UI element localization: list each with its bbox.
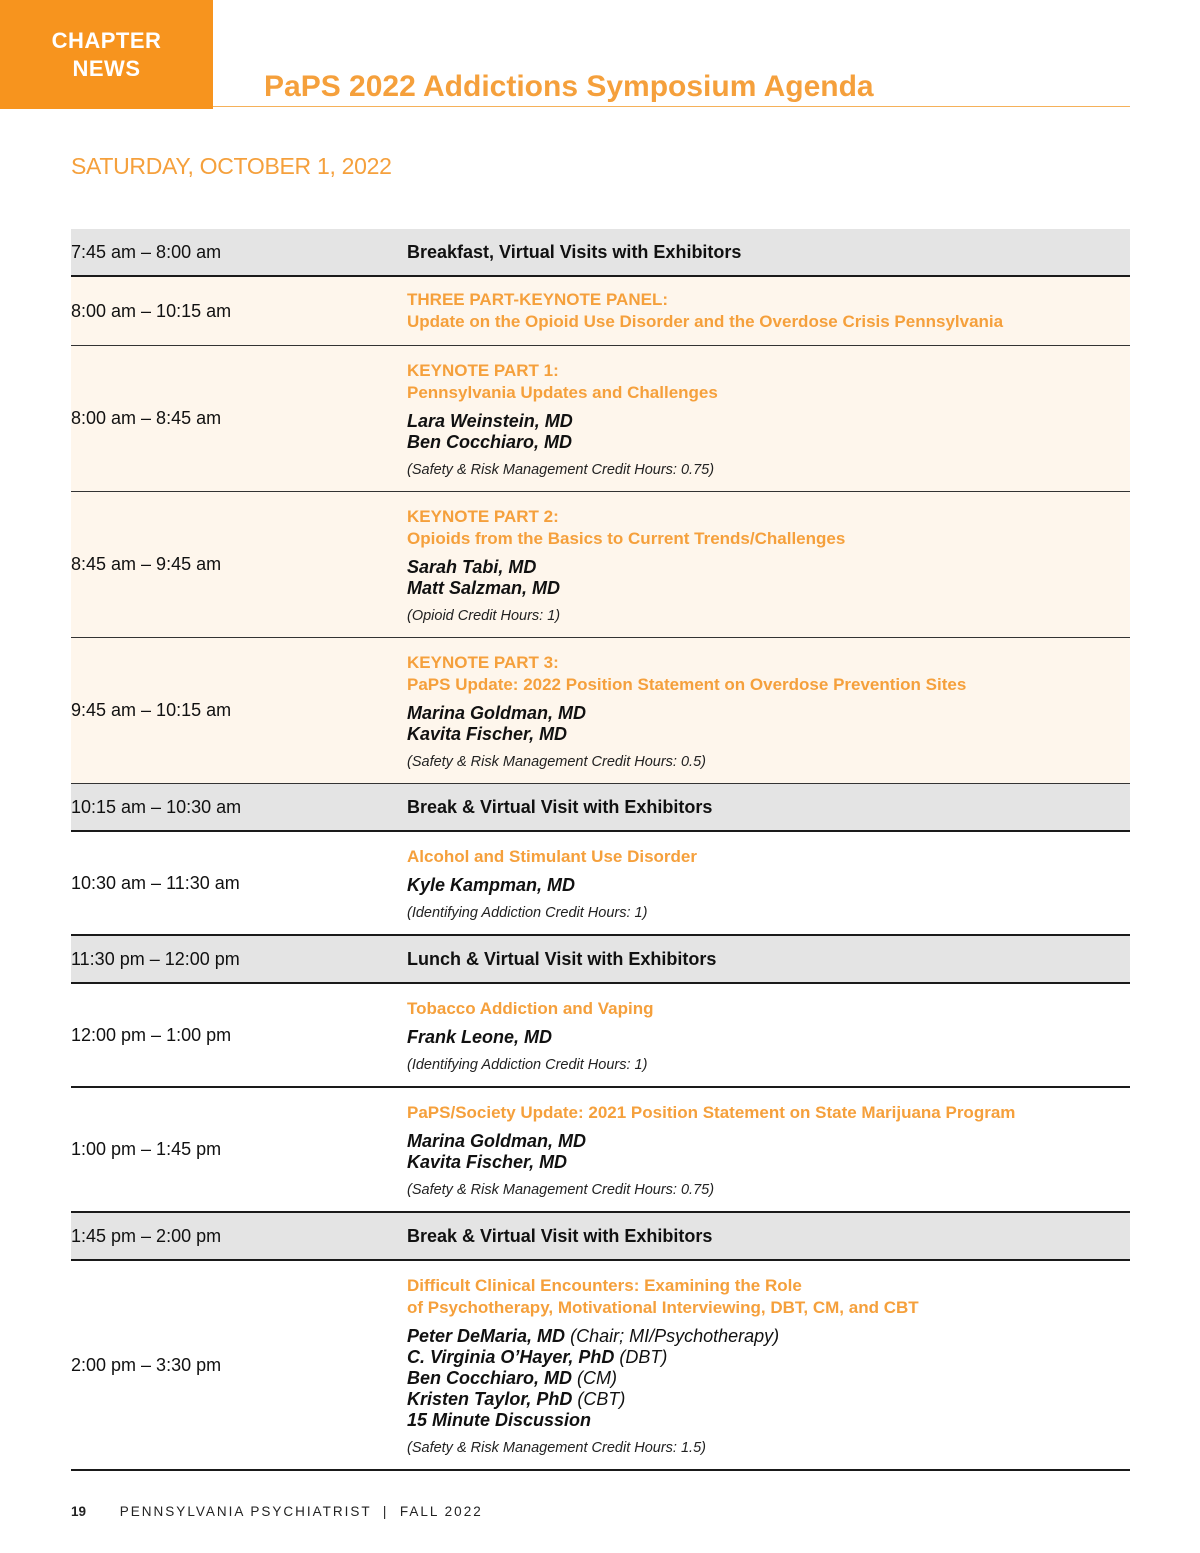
credit-hours: (Safety & Risk Management Credit Hours: 0.75) bbox=[407, 461, 715, 478]
agenda-row-keynote-2 bbox=[71, 492, 1130, 638]
speaker: Kyle Kampman, MD bbox=[407, 874, 576, 895]
session-subtitle: PaPS Update: 2022 Position Statement on Overdose Prevention Sites bbox=[407, 674, 967, 694]
speaker: Marina Goldman, MD bbox=[407, 1130, 587, 1151]
speaker: C. Virginia O’Hayer, PhD (DBT) bbox=[407, 1346, 668, 1367]
row-label: Lunch & Virtual Visit with Exhibitors bbox=[407, 948, 717, 969]
news-label: NEWS bbox=[72, 56, 141, 81]
publication-name: PENNSYLVANIA PSYCHIATRIST bbox=[119, 1504, 372, 1519]
session-title: PaPS/Society Update: 2021 Position Statement on State Marijuana Program bbox=[407, 1102, 1016, 1122]
title-divider bbox=[213, 106, 1130, 107]
row-label: Break & Virtual Visit with Exhibitors bbox=[407, 1225, 713, 1246]
agenda-row-keynote-1 bbox=[71, 346, 1130, 492]
chapter-news-badge bbox=[0, 0, 213, 109]
agenda-row-breakfast bbox=[71, 229, 1130, 277]
session-subtitle: of Psychotherapy, Motivational Interviewing, DBT, CM, and CBT bbox=[407, 1297, 919, 1317]
speaker: Kavita Fischer, MD bbox=[407, 1151, 568, 1172]
agenda-row-tobacco bbox=[71, 984, 1130, 1088]
row-time: 7:45 am – 8:00 am bbox=[71, 241, 222, 262]
discussion: 15 Minute Discussion bbox=[407, 1409, 592, 1430]
row-time: 2:00 pm – 3:30 pm bbox=[71, 1354, 222, 1375]
row-time: 10:15 am – 10:30 am bbox=[71, 796, 242, 817]
speaker: Ben Cocchiaro, MD bbox=[407, 431, 573, 452]
speaker-list bbox=[407, 703, 1130, 745]
credit-hours: (Identifying Addiction Credit Hours: 1) bbox=[407, 1056, 648, 1073]
row-time: 9:45 am – 10:15 am bbox=[71, 700, 232, 720]
row-time: 10:30 am – 11:30 am bbox=[71, 872, 240, 893]
row-time: 11:30 pm – 12:00 pm bbox=[71, 948, 240, 969]
row-time: 8:45 am – 9:45 am bbox=[71, 554, 222, 574]
session-subtitle: Update on the Opioid Use Disorder and the Overdose Crisis Pennsylvania bbox=[407, 312, 1004, 331]
agenda-row-keynote-panel bbox=[71, 277, 1130, 346]
speaker-list bbox=[407, 1027, 1130, 1048]
row-time: 1:45 pm – 2:00 pm bbox=[71, 1225, 222, 1246]
speaker-list bbox=[407, 1326, 1130, 1431]
speaker: Ben Cocchiaro, MD (CM) bbox=[407, 1367, 618, 1388]
agenda-row-lunch bbox=[71, 936, 1130, 984]
chapter-label: CHAPTER bbox=[51, 28, 162, 53]
row-time: 1:00 pm – 1:45 pm bbox=[71, 1139, 222, 1159]
session-subtitle: Opioids from the Basics to Current Trends/Challenges bbox=[407, 528, 846, 548]
agenda-row-alcohol bbox=[71, 832, 1130, 936]
session-title: Tobacco Addiction and Vaping bbox=[407, 998, 654, 1018]
speaker: Frank Leone, MD bbox=[407, 1026, 553, 1047]
agenda-row-break bbox=[71, 784, 1130, 832]
agenda-table bbox=[71, 229, 1130, 1471]
page-title: PaPS 2022 Addictions Symposium Agenda bbox=[264, 70, 874, 103]
speaker: Matt Salzman, MD bbox=[407, 577, 561, 598]
speaker-list bbox=[407, 1131, 1130, 1173]
agenda-row-keynote-3 bbox=[71, 638, 1130, 784]
session-title: KEYNOTE PART 1: bbox=[407, 360, 559, 380]
row-label: Break & Virtual Visit with Exhibitors bbox=[407, 796, 713, 817]
speaker: Kavita Fischer, MD bbox=[407, 723, 568, 744]
speaker: Lara Weinstein, MD bbox=[407, 410, 573, 431]
credit-hours: (Safety & Risk Management Credit Hours: 0.75) bbox=[407, 1181, 715, 1198]
page-footer bbox=[71, 1504, 483, 1519]
speaker: Marina Goldman, MD bbox=[407, 702, 587, 723]
row-time: 8:00 am – 10:15 am bbox=[71, 300, 232, 321]
row-label: Breakfast, Virtual Visits with Exhibitors bbox=[407, 241, 742, 262]
session-title: THREE PART-KEYNOTE PANEL: bbox=[407, 290, 668, 309]
speaker-list bbox=[407, 557, 1130, 599]
speaker: Kristen Taylor, PhD (CBT) bbox=[407, 1388, 626, 1409]
credit-hours: (Safety & Risk Management Credit Hours: 0.5) bbox=[407, 753, 706, 770]
session-title: Alcohol and Stimulant Use Disorder bbox=[407, 846, 697, 866]
speaker: Sarah Tabi, MD bbox=[407, 556, 537, 577]
session-title: Difficult Clinical Encounters: Examining the Role bbox=[407, 1275, 802, 1295]
footer-separator: | bbox=[382, 1504, 389, 1519]
speaker: Peter DeMaria, MD (Chair; MI/Psychotherapy) bbox=[407, 1325, 780, 1346]
speaker-list bbox=[407, 875, 1130, 896]
row-time: 8:00 am – 8:45 am bbox=[71, 408, 222, 428]
agenda-row-marijuana bbox=[71, 1088, 1130, 1213]
session-title: KEYNOTE PART 3: bbox=[407, 652, 559, 672]
issue-label: FALL 2022 bbox=[399, 1504, 483, 1519]
event-date: SATURDAY, OCTOBER 1, 2022 bbox=[71, 153, 392, 179]
agenda-row-clinical-encounters bbox=[71, 1261, 1130, 1471]
page-number: 19 bbox=[71, 1504, 87, 1519]
agenda-row-break-2 bbox=[71, 1213, 1130, 1261]
session-title: KEYNOTE PART 2: bbox=[407, 506, 559, 526]
credit-hours: (Safety & Risk Management Credit Hours: 1.5) bbox=[407, 1439, 706, 1456]
credit-hours: (Identifying Addiction Credit Hours: 1) bbox=[407, 904, 648, 921]
row-time: 12:00 pm – 1:00 pm bbox=[71, 1024, 232, 1045]
speaker-list bbox=[407, 411, 1130, 453]
session-subtitle: Pennsylvania Updates and Challenges bbox=[407, 382, 718, 402]
credit-hours: (Opioid Credit Hours: 1) bbox=[407, 607, 561, 624]
